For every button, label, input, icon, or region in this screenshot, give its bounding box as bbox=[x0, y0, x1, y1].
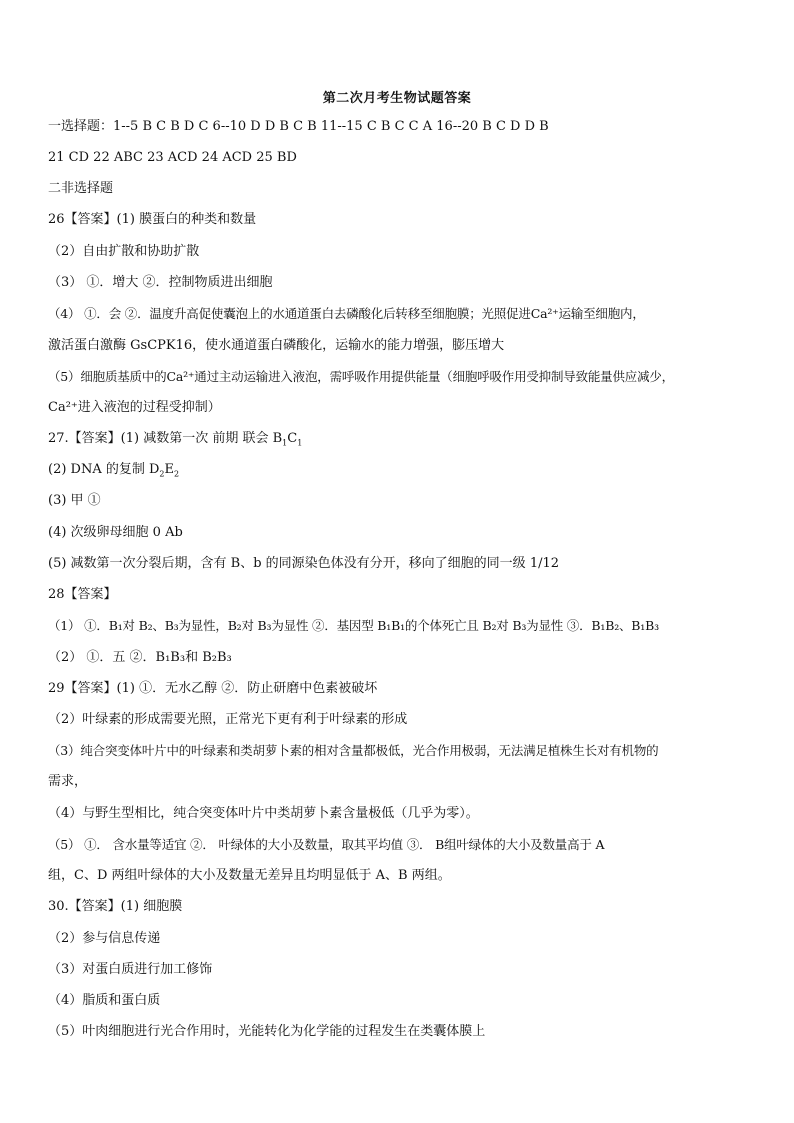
choice-answers-line-2: 21 CD 22 ABC 23 ACD 24 ACD 25 BD bbox=[48, 150, 297, 165]
q30-line-2: （2）参与信息传递 bbox=[48, 931, 161, 946]
q29-line-4: 需求， bbox=[48, 774, 88, 789]
q27-line-4: (4) 次级卵母细胞 0 Ab bbox=[48, 525, 183, 540]
q29-line-2: （2）叶绿素的形成需要光照，正常光下更有利于叶绿素的形成 bbox=[48, 712, 408, 727]
q26-line-6: （5）细胞质基质中的Ca²⁺通过主动运输进入液泡，需呼吸作用提供能量（细胞呼吸作用受抑制导致能量供应减少， bbox=[48, 369, 674, 384]
q27-line-1-text: 27.【答案】(1) 减数第一次 前期 联会 B bbox=[48, 431, 283, 446]
q26-line-7: Ca²⁺进入液泡的过程受抑制） bbox=[48, 400, 221, 415]
q26-line-5: 激活蛋白激酶 GsCPK16，使水通道蛋白磷酸化，运输水的能力增强，膨压增大 bbox=[48, 338, 505, 353]
q28-line-1: （1） ①．B₁对 B₂、B₃为显性，B₂对 B₃为显性 ②．基因型 B₁B₁的个体死亡且 B₂对 B₃为显性 ③．B₁B₂、B₁B₃ bbox=[48, 618, 659, 633]
q27-line-2-text-b: E bbox=[164, 462, 175, 477]
document-title: 第二次月考生物试题答案 bbox=[322, 91, 472, 106]
subscript: 2 bbox=[174, 469, 180, 479]
q29-line-7: 组，C、D 两组叶绿体的大小及数量无差异且均明显低于 A、B 两组。 bbox=[48, 868, 451, 883]
q28-line-2: （2） ①．五 ②．B₁B₃和 B₂B₃ bbox=[48, 650, 232, 665]
q26-line-1: 26【答案】(1) 膜蛋白的种类和数量 bbox=[48, 212, 257, 227]
q27-line-5: (5) 减数第一次分裂后期，含有 B、b 的同源染色体没有分开，移向了细胞的同一级 1/12 bbox=[48, 556, 560, 571]
q30-line-5: （5）叶肉细胞进行光合作用时，光能转化为化学能的过程发生在类囊体膜上 bbox=[48, 1024, 486, 1039]
q27-line-1-text-b: C bbox=[287, 431, 298, 446]
q28-header: 28【答案】 bbox=[48, 587, 117, 602]
q29-line-6: （5） ①． 含水量等适宜 ②． 叶绿体的大小及数量，取其平均值 ③． B组叶绿体的大小及数量高于 A bbox=[48, 837, 605, 852]
subscript: 1 bbox=[282, 438, 288, 448]
q27-line-3: (3) 甲 ① bbox=[48, 493, 101, 508]
choice-answers-line-1: 一选择题：1--5 B C B D C 6--10 D D B C B 11--15 C B C C A 16--20 B C D D B bbox=[48, 119, 549, 134]
q29-line-3: （3）纯合突变体叶片中的叶绿素和类胡萝卜素的相对含量都极低，光合作用极弱，无法满足植株生长对有机物的 bbox=[48, 743, 659, 758]
q29-line-5: （4）与野生型相比，纯合突变体叶片中类胡萝卜素含量极低（几乎为零）。 bbox=[48, 806, 479, 821]
section-2-header: 二非选择题 bbox=[48, 181, 114, 196]
q26-line-2: （2）自由扩散和协助扩散 bbox=[48, 244, 200, 259]
subscript: 1 bbox=[297, 438, 303, 448]
q27-line-2-text: (2) DNA 的复制 D bbox=[48, 462, 160, 477]
q27-line-2 bbox=[48, 461, 768, 479]
q30-line-3: （3）对蛋白质进行加工修饰 bbox=[48, 962, 213, 977]
q26-line-3: （3） ①．增大 ②．控制物质进出细胞 bbox=[48, 275, 273, 290]
q26-line-4: （4） ①．会 ②．温度升高促使囊泡上的水通道蛋白去磷酸化后转移至细胞膜；光照促进Ca²⁺运输至细胞内， bbox=[48, 306, 645, 321]
q30-line-4: （4）脂质和蛋白质 bbox=[48, 993, 161, 1008]
q29-line-1: 29【答案】(1) ①．无水乙醇 ②．防止研磨中色素被破坏 bbox=[48, 681, 378, 696]
q30-line-1: 30.【答案】(1) 细胞膜 bbox=[48, 899, 183, 914]
q27-line-1 bbox=[48, 430, 768, 448]
subscript: 2 bbox=[159, 469, 165, 479]
